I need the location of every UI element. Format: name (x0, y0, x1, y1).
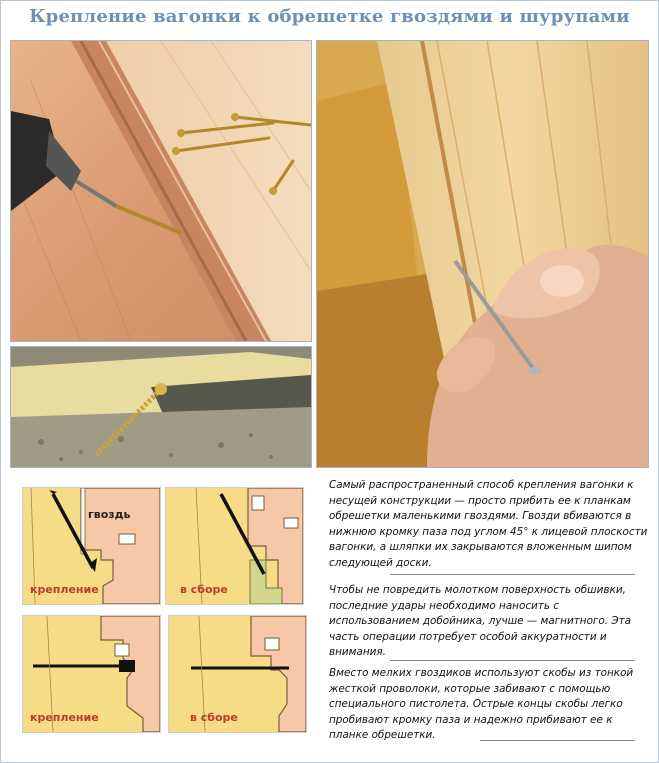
caption-bottom-right: в сборе (190, 711, 238, 724)
divider-2 (390, 660, 635, 661)
page-title: Крепление вагонки к обрешетке гвоздями и шурупами (29, 6, 630, 27)
paragraph-3: Вместо мелких гвоздиков используют скобы из тонкой жесткой проволоки, которые забивают с помощью специального пистолета. Острые концы скобы легко пробивают кромку паза и надежно прибивают ее к планке обрешетки. (329, 667, 634, 742)
caption-bottom-left: крепление (30, 711, 99, 724)
label-nail: гвоздь (88, 508, 131, 521)
divider-3 (480, 740, 635, 741)
photo-hand-nail (316, 40, 649, 468)
caption-top-left: крепление (30, 583, 99, 596)
divider-1 (390, 574, 635, 575)
caption-top-right: в сборе (180, 583, 228, 596)
paragraph-1: Самый распространенный способ крепления вагонки к несущей конструкции — просто прибить ее к планкам обрешетки маленькими гвоздями. Гвозди вбиваются в нижнюю кромку паза под углом 45° к лицевой плоскости вагонки, а шляпки их закрываются вложенным шипом следующей доски. (329, 479, 648, 569)
photo-drill-screw (10, 40, 312, 342)
paragraph-2: Чтобы не повредить молотком поверхность обшивки, последние удары необходимо наносить с использованием добойника, лучше — магнитного. Эта часть операции потребует особой аккуратности и внимания. (329, 584, 632, 659)
photo-screw-cross-section (10, 346, 312, 468)
